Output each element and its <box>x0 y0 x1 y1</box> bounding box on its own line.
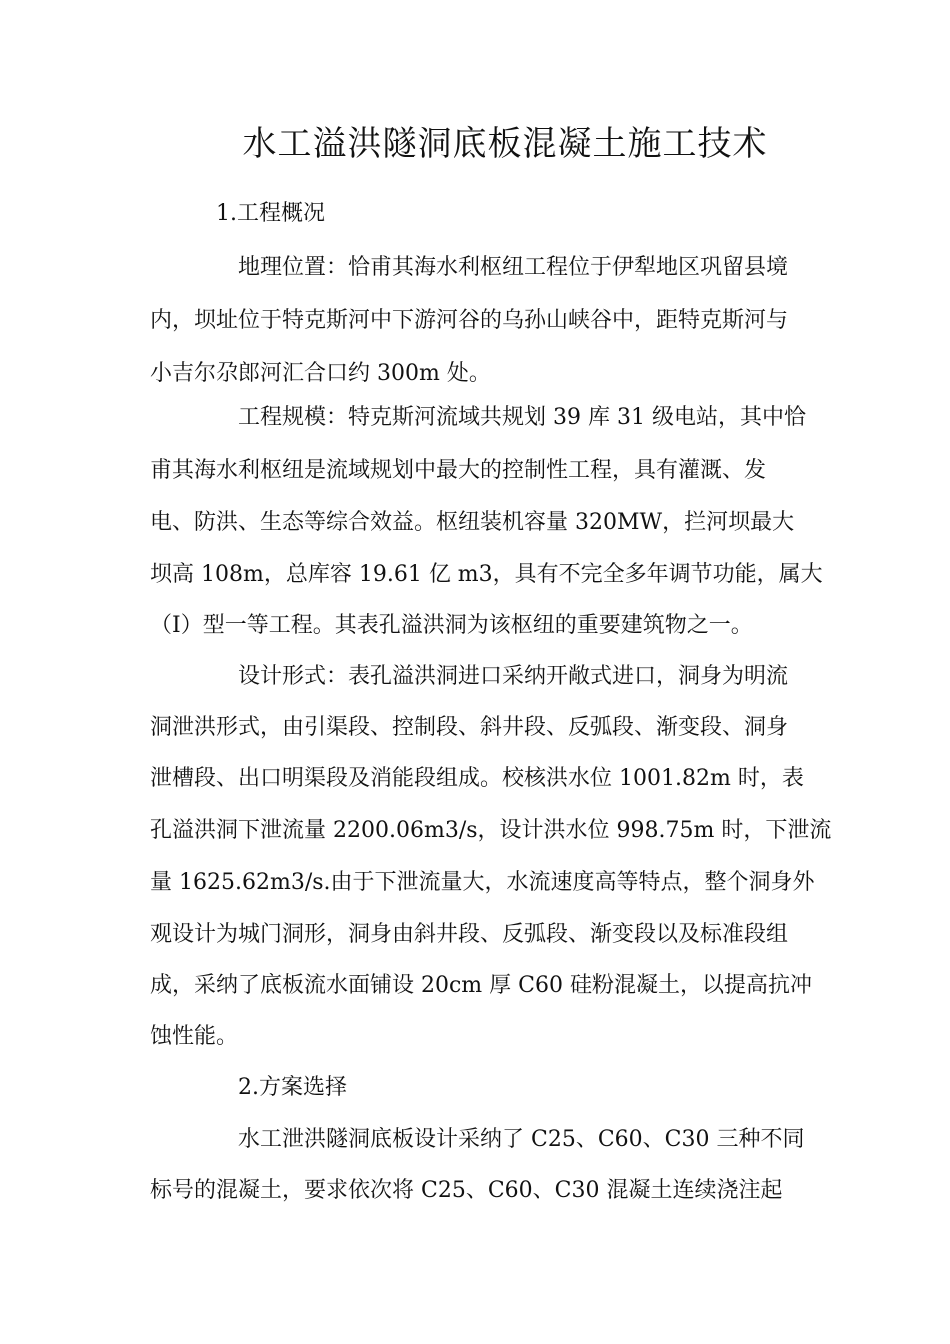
paragraph-line: 工程规模：特克斯河流域共规划 39 库 31 级电站，其中恰 <box>238 405 806 430</box>
paragraph-line: 蚀性能。 <box>150 1024 239 1049</box>
document-title: 水工溢洪隧洞底板混凝土施工技术 <box>242 124 768 164</box>
paragraph-line: 坝高 108m，总库容 19.61 亿 m3，具有不完全多年调节功能，属大 <box>150 562 823 587</box>
paragraph-line: 内，坝址位于特克斯河中下游河谷的乌孙山峡谷中，距特克斯河与 <box>150 308 789 333</box>
paragraph-line: 小吉尔尕郎河汇合口约 300m 处。 <box>150 361 491 386</box>
paragraph-line: 成，采纳了底板流水面铺设 20cm 厚 C60 硅粉混凝土，以提高抗冲 <box>150 973 812 998</box>
paragraph-line: 水工泄洪隧洞底板设计采纳了 C25、C60、C30 三种不同 <box>238 1127 805 1152</box>
paragraph-line: 孔溢洪洞下泄流量 2200.06m3/s，设计洪水位 998.75m 时，下泄流 <box>150 818 832 843</box>
paragraph-line: 洞泄洪形式，由引渠段、控制段、斜井段、反弧段、渐变段、洞身 <box>150 715 789 740</box>
paragraph-line: 量 1625.62m3/s.由于下泄流量大，水流速度高等特点，整个洞身外 <box>150 870 815 895</box>
paragraph-line: 标号的混凝土，要求依次将 C25、C60、C30 混凝土连续浇注起 <box>150 1178 783 1203</box>
paragraph-line: 泄槽段、出口明渠段及消能段组成。校核洪水位 1001.82m 时，表 <box>150 766 804 791</box>
paragraph-line: 电、防洪、生态等综合效益。枢纽装机容量 320MW，拦河坝最大 <box>150 510 795 535</box>
paragraph-line: 观设计为城门洞形，洞身由斜井段、反弧段、渐变段以及标准段组 <box>150 922 789 947</box>
section-heading-overview: 1.工程概况 <box>216 201 325 226</box>
paragraph-line: 地理位置：恰甫其海水利枢纽工程位于伊犁地区巩留县境 <box>238 255 789 280</box>
paragraph-line: 设计形式：表孔溢洪洞进口采纳开敞式进口，洞身为明流 <box>238 664 789 689</box>
paragraph-line: （Ⅰ）型一等工程。其表孔溢洪洞为该枢纽的重要建筑物之一。 <box>150 613 753 638</box>
section-heading-scheme: 2.方案选择 <box>238 1075 347 1100</box>
paragraph-line: 甫其海水利枢纽是流域规划中最大的控制性工程，具有灌溉、发 <box>150 458 767 483</box>
